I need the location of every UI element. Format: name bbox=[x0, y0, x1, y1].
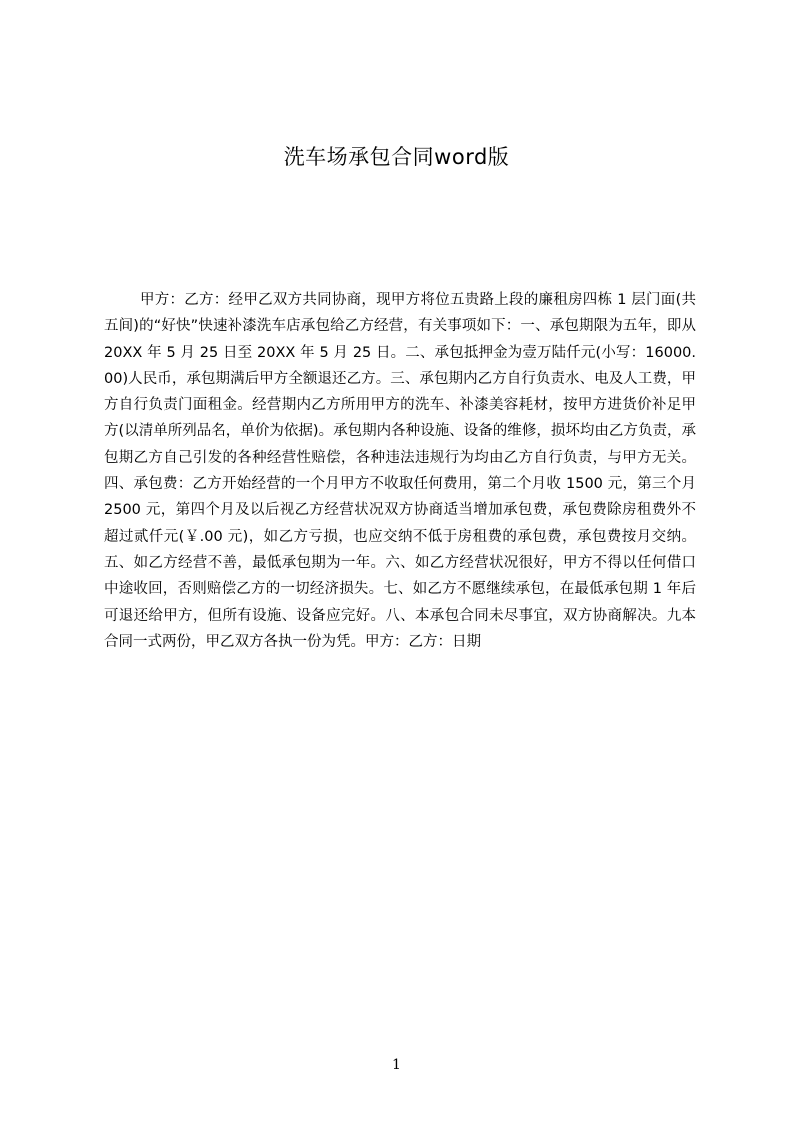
document-title: 洗车场承包合同word版 bbox=[283, 145, 510, 169]
page-number: 1 bbox=[392, 1057, 401, 1073]
contract-body-text: 甲方：乙方：经甲乙双方共同协商，现甲方将位五贵路上段的廉租房四栋 1 层门面(共五间)的“好快”快速补漆洗车店承包给乙方经营，有关事项如下：一、承包期限为五年，即从 20XX 年 5 月 25 日至 20XX 年 5 月 25 日。二、承包抵押金为壹万陆仟元(小写：16000.00)人民币，承包期满后甲方全额退还乙方。三、承包期内乙方自行负责水、电及人工费，甲方自行负责门面租金。经营期内乙方所用甲方的洗车、补漆美容耗材，按甲方进货价补足甲方(以清单所列品名，单价为依据)。承包期内各种设施、设备的维修，损坏均由乙方负责，承包期乙方自己引发的各种经营性赔偿，各种违法违规行为均由乙方自行负责，与甲方无关。四、承包费：乙方开始经营的一个月甲方不收取任何费用，第二个月收 1500 元，第三个月 2500 元，第四个月及以后视乙方经营状况双方协商适当增加承包费，承包费除房租费外不超过贰仟元(￥.00 元)，如乙方亏损，也应交纳不低于房租费的承包费，承包费按月交纳。五、如乙方经营不善，最低承包期为一年。六、如乙方经营状况很好，甲方不得以任何借口中途收回，否则赔偿乙方的一切经济损失。七、如乙方不愿继续承包，在最低承包期 1 年后可退还给甲方，但所有设施、设备应完好。八、本承包合同未尽事宜，双方协商解决。九本合同一式两份，甲乙双方各执一份为凭。甲方：乙方：日期 bbox=[104, 292, 696, 650]
